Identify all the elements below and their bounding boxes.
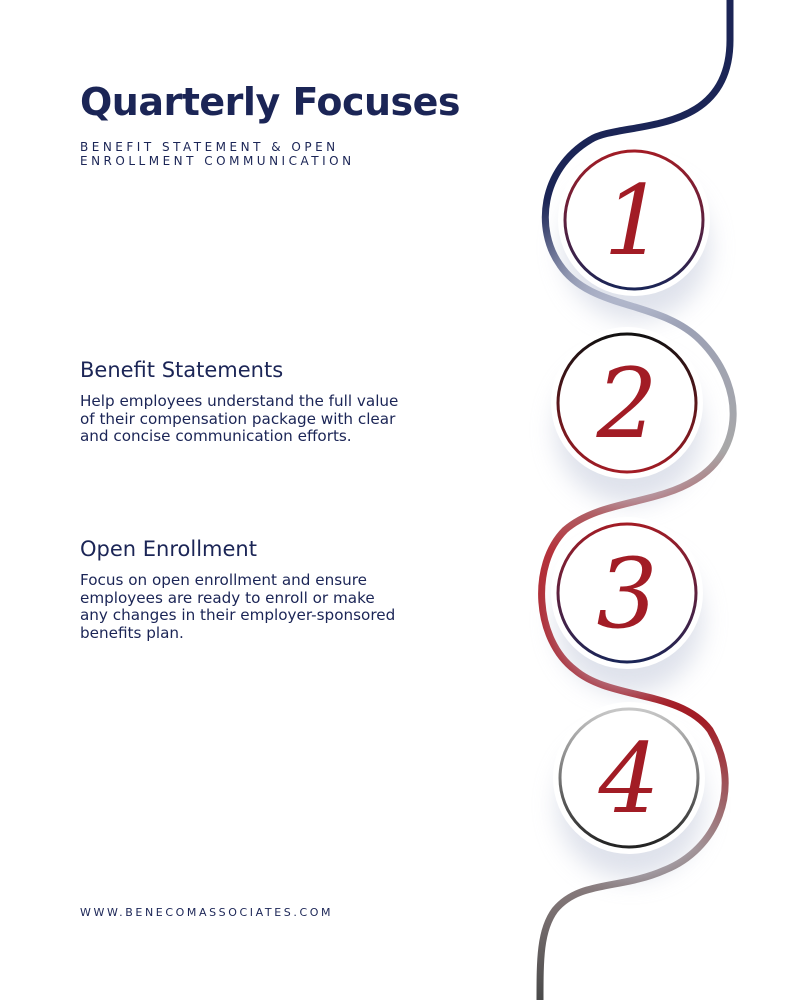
website-link[interactable]: WWW.BENECOMASSOCIATES.COM: [80, 906, 334, 919]
step-number-4: 4: [598, 723, 660, 835]
step-4-badge: [553, 702, 705, 879]
step-number-1: 1: [603, 165, 665, 277]
section-heading-benefit-statements: Benefit Statements: [80, 358, 284, 382]
page-subtitle: BENEFIT STATEMENT & OPEN ENROLLMENT COMMUNICATION: [80, 140, 355, 168]
step-3-badge: [551, 517, 703, 694]
section-body-open-enrollment: Focus on open enrollment and ensure employees are ready to enroll or make any changes in their employer-sponsored benefits plan.: [80, 571, 396, 642]
step-2-badge: [551, 327, 703, 504]
step-number-2: 2: [596, 348, 658, 460]
section-heading-open-enrollment: Open Enrollment: [80, 537, 257, 561]
page-title: Quarterly Focuses: [80, 80, 461, 124]
step-1-badge: [558, 144, 710, 321]
step-number-3: 3: [596, 538, 658, 650]
section-body-benefit-statements: Help employees understand the full value of their compensation package with clear and concise communication efforts.: [80, 392, 399, 445]
